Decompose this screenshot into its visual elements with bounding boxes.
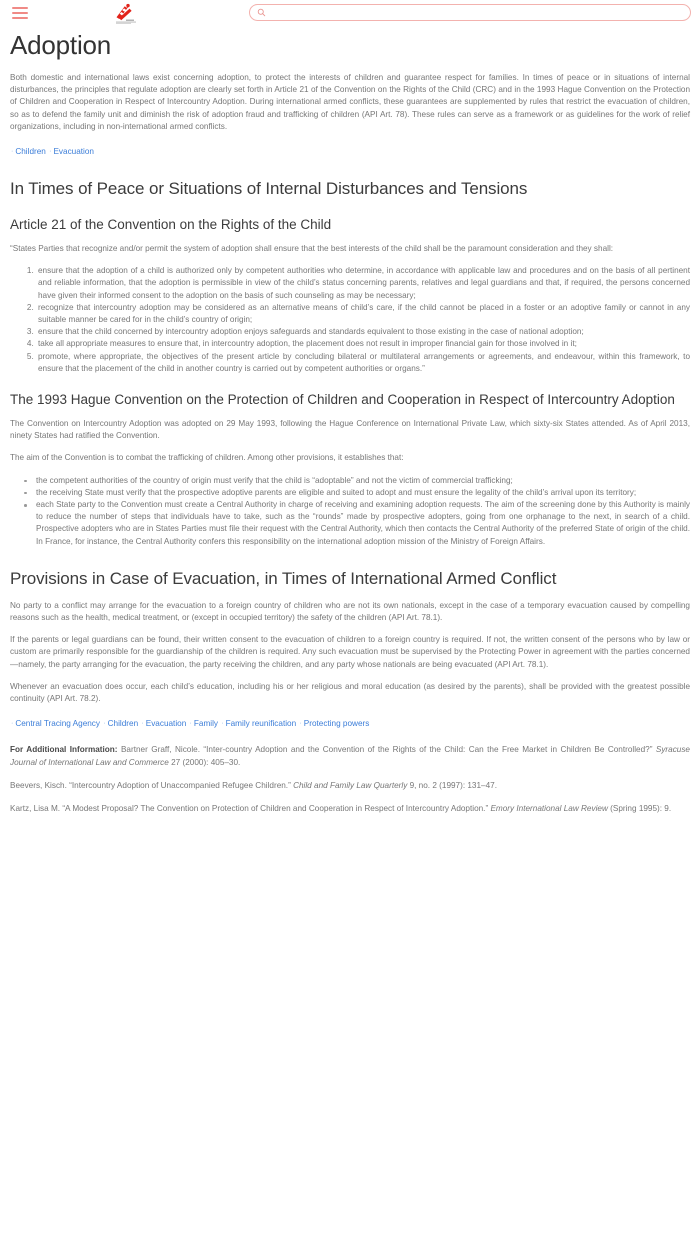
bibliography-citation-text: Bartner Graff, Nicole. “Inter-country Adoption and the Convention of the Rights of the Child: Can the Free Market in Children Be Controlled?” xyxy=(120,745,656,755)
list-item: 5. promote, where appropriate, the objectives of the present article by concluding bilateral or multilateral arrangements or agreements, and endeavour, within this framework, to ensure that the placement of the child in another country is carried out by competent authorities or organs.” xyxy=(36,351,690,375)
search-box[interactable] xyxy=(249,4,691,21)
bibliography-lead-label: For Additional Information: xyxy=(10,745,121,755)
page-content xyxy=(0,30,700,815)
top-bar xyxy=(0,0,700,26)
list-item: 1. ensure that the adoption of a child is authorized only by competent authorities who determine, in accordance with applicable law and procedures and on the basis of all pertinent and reliable information, that the adoption is permissible in view of the child’s status concerning parents, relatives and legal guardians and that, if required, the persons concerned have given their informed consent to the adoption on the basis of such counseling as may be necessary; xyxy=(36,265,690,302)
list-item: 4. take all appropriate measures to ensure that, in intercountry adoption, the placement does not result in improper financial gain for those involved in it; xyxy=(36,338,690,350)
article21-intro: “States Parties that recognize and/or permit the system of adoption shall ensure that the best interests of the child shall be the paramount consideration and they shall: xyxy=(10,244,614,254)
subsection-heading-article21: Article 21 of the Convention on the Rights of the Child xyxy=(10,217,332,233)
list-item: each State party to the Convention must create a Central Authority in charge of receiving and examining adoption requests. The aim of the screening done by this Authority is mainly to reduce the number of steps that individuals have to take, such as the “rounds” made by prospective adopters, going from one orphanage to the next, in search of a child. Prospective adopters who are in States Parties must file their request with the Central Authority, which then contacts the Central Authority of the preferred State of origin of the child. In France, for instance, the Central Authority confers this responsibility on the international adoption mission of the Ministry of Foreign Affairs. xyxy=(34,499,690,548)
bibliography-entry xyxy=(10,744,690,768)
bibliography xyxy=(10,744,690,815)
bibliography-citation-text: Beevers, Kisch. “Intercountry Adoption of Unaccompanied Refugee Children.” xyxy=(10,780,294,790)
evacuation-paragraph-3: Whenever an evacuation does occur, each child’s education, including his or her religious and moral education (as desired by the parents), shall be provided with the greatest possible continuity (API Art. 78.2). xyxy=(10,681,690,704)
evacuation-paragraph-2: If the parents or legal guardians can be found, their written consent to the evacuation of children to a foreign country is required. If not, the written consent of the persons who by law or custom are primarily responsible for the guardianship of the children is required. Any such evacuation must be supervised by the Protecting Power in agreement with the parties concerned—namely, the party arranging for the evacuation, the party receiving the children, and any party whose nationals are being evacuated (API Art. 78.1). xyxy=(10,635,690,669)
article21-ordered-list xyxy=(10,265,690,375)
tag-separator: · xyxy=(11,720,14,728)
tag-link-children[interactable]: Children xyxy=(15,147,46,157)
list-item: the receiving State must verify that the prospective adoptive parents are eligible and suited to adopt and must ensure the legality of the child’s arrival upon its territory; xyxy=(34,487,690,499)
hague-bullet-list xyxy=(10,475,690,548)
list-item: 3. ensure that the child concerned by intercountry adoption enjoys safeguards and standards equivalent to those existing in the case of national adoption; xyxy=(36,326,690,338)
tag-link-family[interactable]: Family xyxy=(193,719,218,729)
msf-logo[interactable] xyxy=(112,3,146,24)
tag-separator: · xyxy=(49,148,52,156)
section-heading-peace: In Times of Peace or Situations of Internal Disturbances and Tensions xyxy=(10,179,528,199)
tag-separator: · xyxy=(189,720,192,728)
hamburger-menu-icon[interactable] xyxy=(12,7,28,19)
evacuation-paragraph-1: No party to a conflict may arrange for the evacuation to a foreign country of children who are not its own nationals, except in the case of a temporary evacuation caused by compelling reasons such as the health, medical treatment, or (except in occupied territory) the safety of the children (API Art. 78.1). xyxy=(10,600,690,623)
bibliography-journal-title: Syracuse Journal of International Law and Commerce xyxy=(10,745,690,767)
bibliography-journal-title: Emory International Law Review xyxy=(490,803,608,813)
search-icon xyxy=(257,8,266,17)
bibliography-citation-detail: (Spring 1995): 9. xyxy=(607,803,672,813)
hamburger-bar-1 xyxy=(12,7,28,9)
section-heading-evacuation: Provisions in Case of Evacuation, in Times of International Armed Conflict xyxy=(10,568,557,588)
page-title: Adoption xyxy=(10,30,112,60)
tag-separator: · xyxy=(141,720,144,728)
intro-paragraph: Both domestic and international laws exist concerning adoption, to protect the interests of children and guarantee respect for families. In times of peace or in situations of internal disturbances, the principles that regulate adoption are clearly set forth in Article 21 of the Convention on the Rights of the Child (CRC) and in the 1993 Hague Convention on the Protection of Children and Cooperation in Respect of Intercountry Adoption. During international armed conflicts, these guarantees are supplemented by rules that restrict the evacuation of children, so as to defend the family unit and diminish the risk of adoption fraud and trafficking of children (API Art. 78). These rules can serve as a framework or as guidelines for the work of relief organizations, including in non-international armed conflicts. xyxy=(10,73,690,131)
hague-paragraph-1: The Convention on Intercountry Adoption was adopted on 29 May 1993, following the Hague Conference on International Private Law, which sixty-six States attended. As of April 2013, ninety States had ratified the Convention. xyxy=(10,419,690,441)
hamburger-bar-2 xyxy=(12,12,28,14)
bibliography-entry xyxy=(10,803,690,815)
bibliography-citation-detail: 27 (2000): 405–30. xyxy=(168,757,241,767)
tag-link-evacuation[interactable]: Evacuation xyxy=(53,147,94,157)
tag-separator: · xyxy=(103,720,106,728)
tag-link-evacuation[interactable]: Evacuation xyxy=(145,719,187,729)
tag-link-children[interactable]: Children xyxy=(107,719,139,729)
tag-separator: · xyxy=(221,720,224,728)
tag-separator: · xyxy=(11,148,14,156)
search-input[interactable] xyxy=(266,5,683,20)
hamburger-bar-3 xyxy=(12,17,28,19)
bibliography-citation-text: Kartz, Lisa M. “A Modest Proposal? The Convention on Protection of Children and Cooperation in Respect of Intercountry Adoption.” xyxy=(10,803,491,813)
bibliography-citation-detail: 9, no. 2 (1997): 131–47. xyxy=(407,780,497,790)
list-item: the competent authorities of the country of origin must verify that the child is “adoptable” and not the victim of commercial trafficking; xyxy=(34,475,690,487)
bibliography-entry xyxy=(10,780,690,792)
tag-link-protecting-powers[interactable]: Protecting powers xyxy=(303,719,370,729)
bibliography-journal-title: Child and Family Law Quarterly xyxy=(293,780,408,790)
msf-logo-icon xyxy=(112,3,146,24)
top-tag-list xyxy=(10,145,690,158)
tag-separator: · xyxy=(299,720,302,728)
subsection-heading-hague: The 1993 Hague Convention on the Protection of Children and Cooperation in Respect of Intercountry Adoption xyxy=(10,392,675,408)
search-bar[interactable] xyxy=(249,4,691,21)
tag-link-central-tracing-agency[interactable]: Central Tracing Agency xyxy=(15,719,100,729)
bottom-tag-list xyxy=(10,717,690,730)
tag-link-family-reunification[interactable]: Family reunification xyxy=(225,719,297,729)
list-item: 2. recognize that intercountry adoption may be considered as an alternative means of child’s care, if the child cannot be placed in a foster or an adoptive family or cannot in any suitable manner be cared for in the child’s country of origin; xyxy=(36,302,690,326)
hague-paragraph-2: The aim of the Convention is to combat the trafficking of children. Among other provisions, it establishes that: xyxy=(10,453,404,463)
